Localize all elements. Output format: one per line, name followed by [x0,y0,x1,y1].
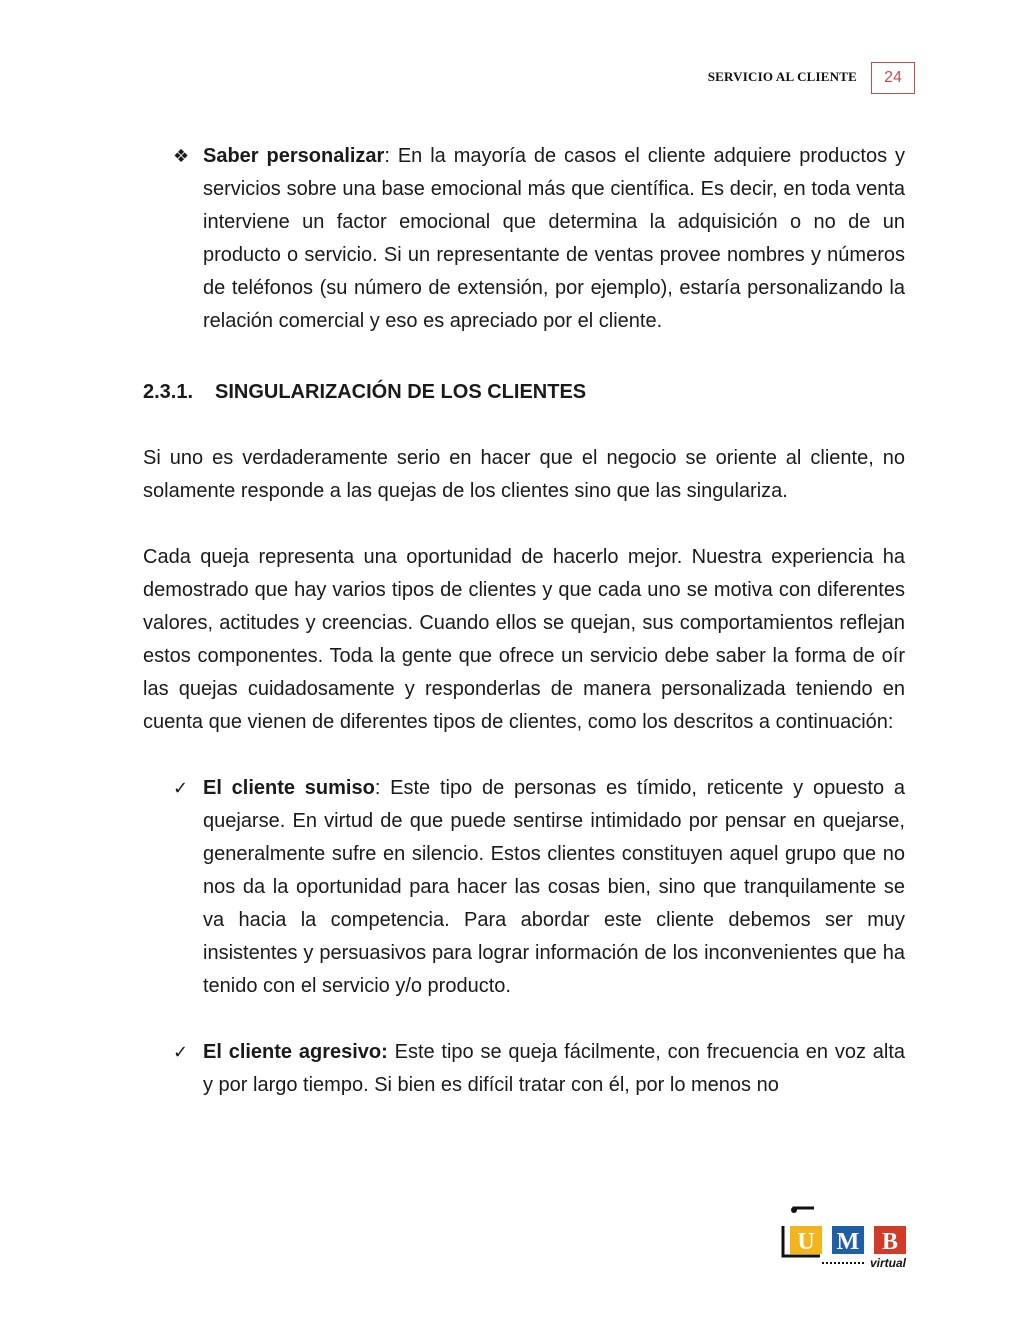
check-item-cliente-sumiso [143,772,905,1003]
diamond-bullet-icon: ❖ [173,146,190,166]
section-heading [143,376,905,409]
check-text: Este tipo se queja fácilmente, con frecuencia en voz alta y por largo tiempo. Si bien es difícil tratar con él, por lo menos no [203,1041,905,1096]
page-number: 24 [871,62,915,94]
paragraph-2: Cada queja representa una oportunidad de hacerlo mejor. Nuestra experiencia ha demostrado que hay varios tipos de clientes y que cada uno se motiva con diferentes valores, actitudes y creencias. Cuando ellos se quejan, sus comportamientos reflejan estos componentes. Toda la gente que ofrece un servicio debe saber la forma de oír las quejas cuidadosamente y responderlas de manera personalizada teniendo en cuenta que vienen de diferentes tipos de clientes, como los descritos a continuación: [143,546,905,733]
page-header [600,62,915,94]
checkmark-icon: ✓ [173,778,189,798]
header-title: SERVICIO AL CLIENTE [707,69,857,84]
check-term: El cliente agresivo: [203,1041,388,1063]
paragraph-1: Si uno es verdaderamente serio en hacer que el negocio se oriente al cliente, no solamente responde a las quejas de los clientes sino que las singulariza. [143,447,905,502]
bullet-text: : En la mayoría de casos el cliente adquiere productos y servicios sobre una base emocional más que científica. Es decir, en toda venta interviene un factor emocional que determina la adquisición o no de un producto o servicio. Si un representante de ventas provee nombres y números de teléfonos (su número de extensión, por ejemplo), estaría personalizando la relación comercial y eso es apreciado por el cliente. [203,145,905,332]
umb-logo-graphic [780,1206,908,1268]
bullet-saber-personalizar [143,140,905,338]
check-term: El cliente sumiso [203,777,375,799]
section-number: 2.3.1. [143,381,194,403]
logo-letter-u: U [797,1229,815,1255]
checkmark-icon: ✓ [173,1042,189,1062]
bullet-term: Saber personalizar [203,145,385,167]
check-item-cliente-agresivo [143,1036,905,1102]
umb-virtual-logo [780,1206,908,1268]
logo-letter-m: M [836,1229,860,1255]
check-text: : Este tipo de personas es tímido, reticente y opuesto a quejarse. En virtud de que puede sentirse intimidado por pensar en quejarse, generalmente sufre en silencio. Estos clientes constituyen aquel grupo que no nos da la oportunidad para hacer las cosas bien, sino que tranquilamente se va hacia la competencia. Para abordar este cliente debemos ser muy insistentes y persuasivos para lograr información de los inconvenientes que ha tenido con el servicio y/o producto. [203,777,906,997]
logo-letter-b: B [881,1229,899,1255]
logo-subtitle: virtual [869,1256,906,1268]
page-content [143,140,905,1102]
section-title: SINGULARIZACIÓN DE LOS CLIENTES [215,381,587,403]
